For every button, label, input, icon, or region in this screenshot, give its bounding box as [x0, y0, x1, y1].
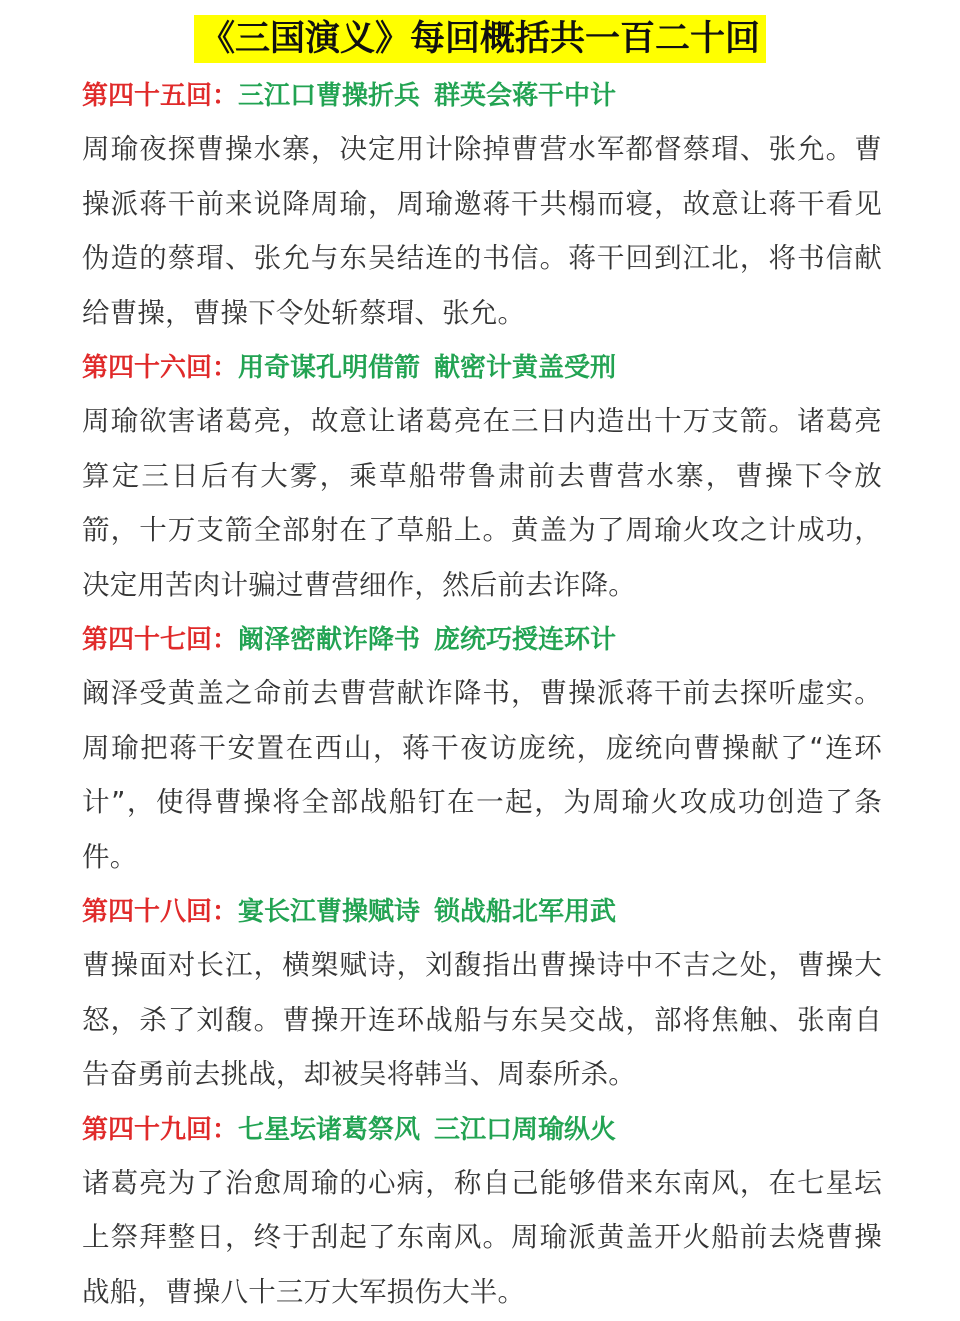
- chapter-heading: [82, 614, 882, 666]
- chapter-list: [82, 70, 882, 1321]
- chapter-summary: 诸葛亮为了治愈周瑜的心病，称自己能够借来东南风，在七星坛上祭拜整日，终于刮起了东南风。周瑜派黄盖开火船前去烧曹操战船，曹操八十三万大军损伤大半。: [82, 1166, 882, 1308]
- chapter-name-part1: 阚泽密献诈降书: [238, 625, 421, 655]
- chapter-49: [82, 1104, 882, 1320]
- chapter-name-part2: 锁战船北军用武: [434, 897, 617, 927]
- chapter-number: 第四十九回：: [82, 1114, 239, 1145]
- chapter-heading: [82, 342, 882, 394]
- chapter-48: [82, 886, 882, 1102]
- page-title: 《三国演义》每回概括共一百二十回: [194, 15, 766, 63]
- chapter-name-part2: 三江口周瑜纵火: [434, 1114, 617, 1145]
- chapter-name-part1: 三江口曹操折兵: [238, 81, 421, 111]
- chapter-name-part2: 群英会蒋干中计: [434, 81, 617, 111]
- title-banner: [0, 15, 960, 63]
- chapter-name-part2: 献密计黄盖受刑: [434, 353, 617, 383]
- chapter-heading: [82, 70, 882, 122]
- chapter-heading: [82, 1104, 882, 1156]
- chapter-summary: 周瑜夜探曹操水寨，决定用计除掉曹营水军都督蔡瑁、张允。曹操派蒋干前来说降周瑜，周瑜邀蒋干共榻而寝，故意让蒋干看见伪造的蔡瑁、张允与东吴结连的书信。蒋干回到江北，将书信献给曹操，曹操下令处斩蔡瑁、张允。: [82, 133, 882, 329]
- chapter-46: [82, 342, 882, 612]
- chapter-summary: 周瑜欲害诸葛亮，故意让诸葛亮在三日内造出十万支箭。诸葛亮算定三日后有大雾，乘草船带鲁肃前去曹营水寨，曹操下令放箭，十万支箭全部射在了草船上。黄盖为了周瑜火攻之计成功，决定用苦肉计骗过曹营细作，然后前去诈降。: [82, 405, 882, 601]
- chapter-number: 第四十六回：: [82, 353, 239, 383]
- chapter-number: 第四十七回：: [82, 625, 239, 655]
- chapter-47: [82, 614, 882, 884]
- chapter-name-part1: 七星坛诸葛祭风: [238, 1114, 421, 1145]
- chapter-number: 第四十八回：: [82, 897, 239, 927]
- chapter-name-part2: 庞统巧授连环计: [434, 625, 617, 655]
- chapter-45: [82, 70, 882, 340]
- chapter-name-part1: 用奇谋孔明借箭: [238, 353, 421, 383]
- chapter-summary: 曹操面对长江，横槊赋诗，刘馥指出曹操诗中不吉之处，曹操大怒，杀了刘馥。曹操开连环战船与东吴交战，部将焦触、张南自告奋勇前去挑战，却被吴将韩当、周泰所杀。: [82, 949, 882, 1090]
- chapter-summary: 阚泽受黄盖之命前去曹营献诈降书，曹操派蒋干前去探听虚实。周瑜把蒋干安置在西山，蒋干夜访庞统，庞统向曹操献了“连环计”，使得曹操将全部战船钉在一起，为周瑜火攻成功创造了条件。: [82, 677, 882, 873]
- chapter-name-part1: 宴长江曹操赋诗: [238, 897, 421, 927]
- chapter-heading: [82, 886, 882, 938]
- chapter-number: 第四十五回：: [82, 81, 239, 111]
